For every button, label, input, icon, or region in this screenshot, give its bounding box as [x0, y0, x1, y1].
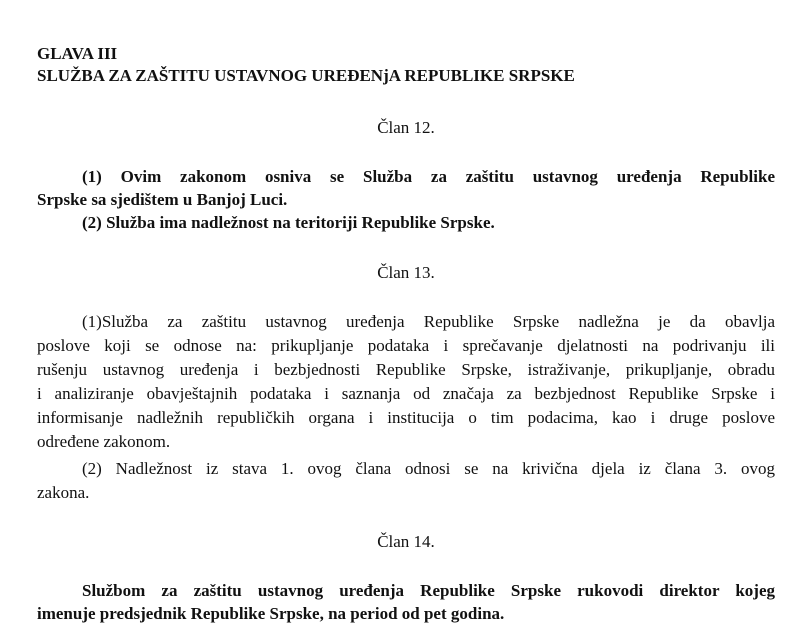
article-12-label: Član 12.: [377, 118, 435, 137]
article-14-line-2: imenuje predsjednik Republike Srpske, na period od pet godina.: [37, 604, 505, 623]
chapter-title: SLUŽBA ZA ZAŠTITU USTAVNOG UREĐENjA REPUBLIKE SRPSKE: [37, 66, 575, 85]
article-13-line-1: (1)Služba za zaštitu ustavnog uređenja Republike Srpske nadležna je da obavlja: [82, 312, 775, 331]
article-13-line-7: (2) Nadležnost iz stava 1. ovog člana odnosi se na krivična djela iz člana 3. ovog: [82, 459, 775, 478]
article-13-line-4: i analiziranje obavještajnih podataka i saznanja od značaja za bezbjednost Republike Srpske i: [37, 384, 775, 403]
article-14-line-1: Službom za zaštitu ustavnog uređenja Republike Srpske rukovodi direktor kojeg: [82, 581, 775, 600]
article-13-line-2: poslove koji se odnose na: prikupljanje podataka i sprečavanje djelatnosti na podrivanju ili: [37, 336, 775, 355]
article-12-line-2: Srpske sa sjedištem u Banjoj Luci.: [37, 190, 288, 209]
article-12-line-3: (2) Služba ima nadležnost na teritoriji Republike Srpske.: [82, 213, 495, 232]
article-13-label: Član 13.: [377, 263, 435, 282]
article-14-label: Član 14.: [377, 532, 435, 551]
article-13-line-5: informisanje nadležnih republičkih organa i institucija o tim podacima, kao i druge poslove: [37, 408, 775, 427]
article-12-line-1: (1) Ovim zakonom osniva se Služba za zaštitu ustavnog uređenja Republike: [82, 167, 775, 186]
article-13-line-8: zakona.: [37, 483, 90, 502]
article-13-line-6: određene zakonom.: [37, 432, 171, 451]
article-13-line-3: rušenju ustavnog uređenja i bezbjednosti Republike Srpske, istraživanje, prikupljanje, obradu: [37, 360, 775, 379]
chapter-heading: GLAVA III: [37, 44, 118, 63]
